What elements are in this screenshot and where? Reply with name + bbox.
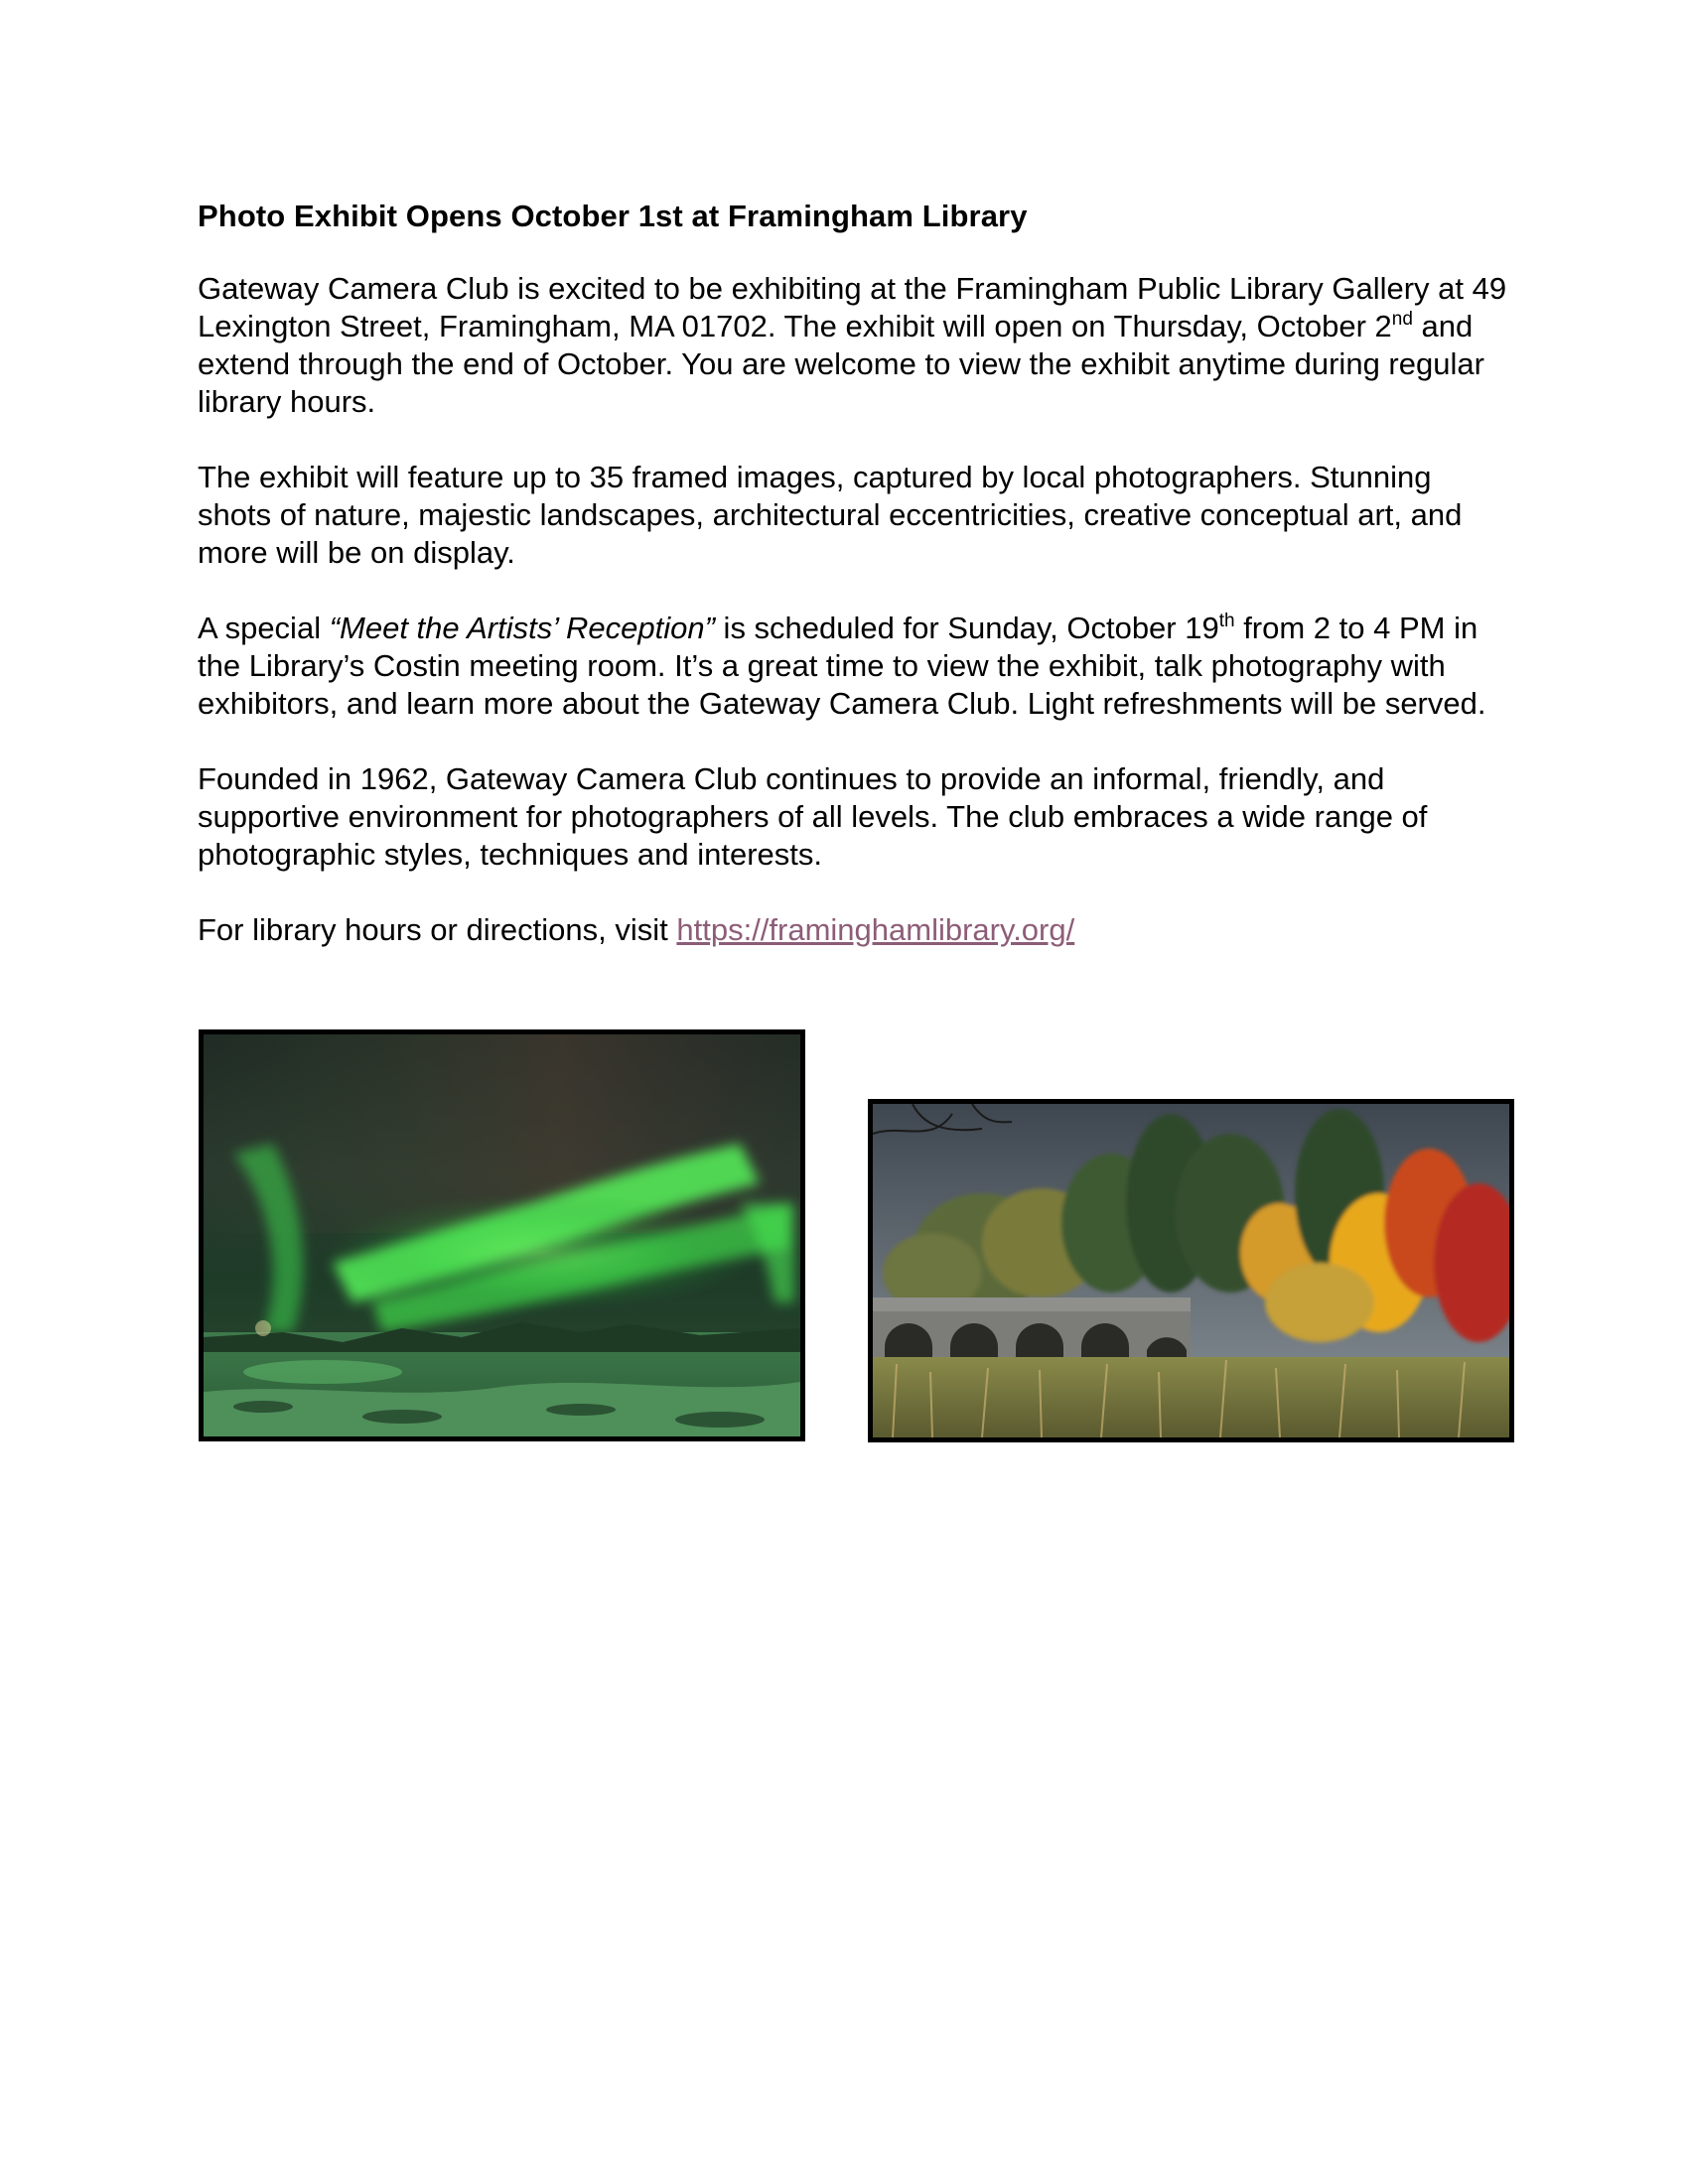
reception-text-b: is scheduled for Sunday, October 19 bbox=[714, 611, 1219, 645]
aurora-borealis-photo bbox=[199, 1029, 805, 1441]
paragraph-reception bbox=[198, 610, 1508, 723]
paragraph-about-club: Founded in 1962, Gateway Camera Club continues to provide an informal, friendly, and supportive environment for photographers of all levels. The club embraces a wide range of photographic styles, techniques and interests. bbox=[198, 761, 1428, 872]
reception-ordinal-suffix: th bbox=[1218, 611, 1235, 631]
intro-ordinal-suffix: nd bbox=[1391, 309, 1413, 330]
paragraph-intro bbox=[198, 270, 1508, 421]
article-title: Photo Exhibit Opens October 1st at Framingham Library bbox=[198, 199, 1028, 233]
stone-arch-bridge-autumn-photo bbox=[868, 1099, 1514, 1442]
paragraph-directions bbox=[198, 911, 1508, 949]
intro-text-b: and extend through the end of October. You are welcome to view the exhibit anytime during regular library hours. bbox=[198, 309, 1484, 419]
paragraph-feature: The exhibit will feature up to 35 framed images, captured by local photographers. Stunning shots of nature, majestic landscapes, architectural eccentricities, creative conceptual art, and more will be on display. bbox=[198, 460, 1463, 570]
intro-text-a: Gateway Camera Club is excited to be exhibiting at the Framingham Public Library Gallery at 49 Lexington Street, Framingham, MA 01702. The exhibit will open on Thursday, October 2 bbox=[198, 271, 1507, 343]
library-website-link[interactable]: https://framinghamlibrary.org/ bbox=[676, 912, 1075, 947]
reception-text-c: from 2 to 4 PM in the Library’s Costin meeting room. It’s a great time to view the exhibit, talk photography with exhibitors, and learn more about the Gateway Camera Club. Light refreshments will be served. bbox=[198, 611, 1486, 721]
article-body bbox=[198, 195, 1508, 949]
reception-event-name: “Meet the Artists’ Reception” bbox=[329, 611, 715, 645]
reception-text-a: A special bbox=[198, 611, 330, 645]
directions-text: For library hours or directions, visit bbox=[198, 912, 677, 947]
